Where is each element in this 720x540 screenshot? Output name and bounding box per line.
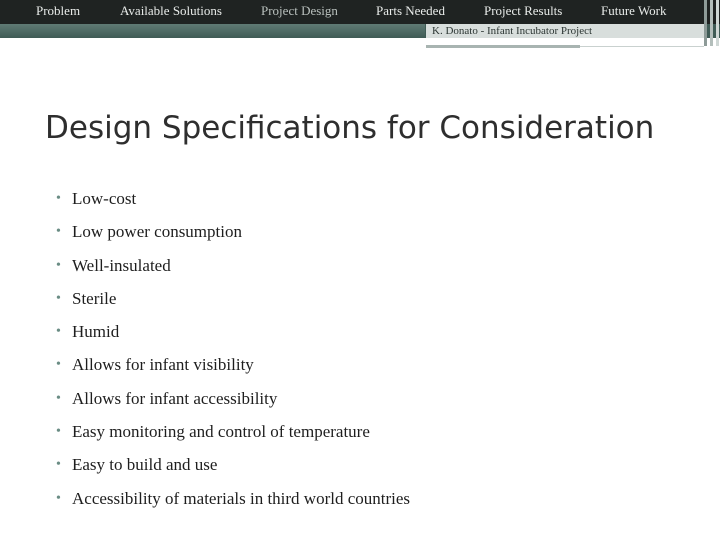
- list-item: [56, 352, 410, 385]
- list-item: [56, 386, 410, 419]
- list-item: [56, 253, 410, 286]
- list-item: [56, 186, 410, 219]
- bullet-icon: •: [56, 357, 61, 373]
- decorative-bar: [710, 0, 713, 46]
- list-item-text: Accessibility of materials in third world countries: [72, 488, 411, 508]
- list-item-text: Low power consumption: [72, 222, 242, 242]
- nav-item-parts-needed[interactable]: Parts Needed: [376, 3, 445, 18]
- list-item-text: Allows for infant accessibility: [72, 388, 278, 408]
- slide-title: Design Specifications for Consideration: [45, 110, 655, 146]
- list-item: [56, 319, 410, 352]
- bullet-icon: •: [56, 424, 61, 440]
- author-line: K. Donato - Infant Incubator Project: [432, 25, 593, 37]
- list-item-text: Sterile: [72, 288, 117, 308]
- bullet-icon: •: [56, 490, 61, 506]
- list-item-text: Allows for infant visibility: [72, 355, 254, 375]
- list-item-text: Humid: [72, 322, 120, 342]
- list-item: [56, 419, 410, 452]
- bullet-icon: •: [56, 390, 61, 406]
- list-item: [56, 486, 410, 519]
- header-underline: [426, 45, 580, 48]
- bullet-icon: •: [56, 224, 61, 240]
- list-item-text: Easy to build and use: [72, 455, 218, 475]
- nav-item-project-design[interactable]: Project Design: [261, 3, 338, 18]
- list-item: [56, 286, 410, 319]
- list-item: [56, 452, 410, 485]
- nav-item-future-work[interactable]: Future Work: [601, 3, 667, 18]
- list-item-text: Well-insulated: [72, 255, 171, 275]
- bullet-icon: •: [56, 290, 61, 306]
- list-item: [56, 219, 410, 252]
- decorative-bar: [704, 0, 707, 46]
- header-underline-thin: [580, 46, 704, 47]
- bullet-icon: •: [56, 457, 61, 473]
- bullet-icon: •: [56, 257, 61, 273]
- specification-list: [56, 186, 410, 519]
- bullet-icon: •: [56, 191, 61, 206]
- bullet-icon: •: [56, 324, 61, 340]
- decorative-bar: [716, 0, 719, 46]
- list-item-text: Easy monitoring and control of temperature: [72, 422, 370, 442]
- nav-item-problem[interactable]: Problem: [36, 3, 81, 18]
- nav-item-project-results[interactable]: Project Results: [484, 3, 563, 18]
- top-navigation-bar: [0, 0, 720, 24]
- list-item-text: Low-cost: [72, 189, 137, 208]
- header-accent-band-left: [0, 24, 425, 38]
- nav-item-available-solutions[interactable]: Available Solutions: [120, 3, 222, 18]
